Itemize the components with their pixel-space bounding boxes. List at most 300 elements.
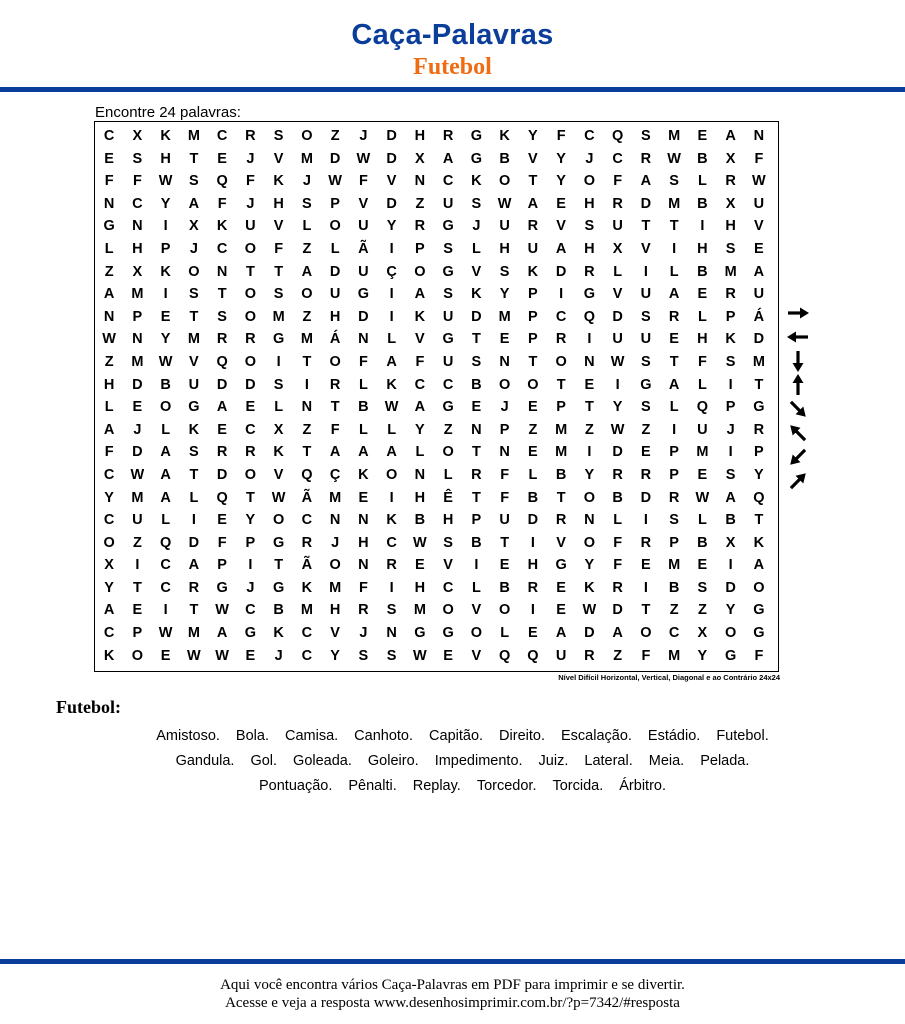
grid-cell[interactable]: O (244, 466, 257, 483)
grid-cell[interactable]: J (133, 421, 142, 438)
grid-cell[interactable]: X (104, 557, 114, 574)
grid-cell[interactable]: E (104, 150, 114, 167)
grid-cell[interactable]: R (442, 128, 454, 144)
grid-cell[interactable]: E (217, 512, 227, 529)
grid-cell[interactable]: O (724, 625, 737, 642)
grid-cell[interactable]: A (442, 150, 454, 167)
grid-cell[interactable]: A (160, 466, 171, 483)
grid-cell[interactable]: R (301, 534, 313, 551)
grid-cell[interactable]: E (160, 308, 171, 325)
grid-cell[interactable]: L (697, 512, 707, 529)
grid-cell[interactable]: I (474, 557, 479, 574)
grid-cell[interactable]: R (216, 444, 228, 461)
grid-cell[interactable]: C (301, 512, 313, 529)
grid-cell[interactable]: Y (160, 331, 171, 348)
grid-cell[interactable]: U (753, 286, 765, 303)
grid-cell[interactable]: R (612, 195, 623, 212)
grid-cell[interactable]: J (359, 128, 368, 144)
grid-cell[interactable]: S (132, 150, 143, 167)
grid-cell[interactable]: P (725, 308, 736, 325)
grid-cell[interactable]: G (442, 625, 454, 642)
grid-cell[interactable]: G (414, 625, 426, 642)
grid-cell[interactable]: C (301, 647, 313, 664)
grid-cell[interactable]: L (471, 240, 481, 257)
grid-cell[interactable]: D (216, 376, 228, 393)
grid-cell[interactable]: R (640, 150, 652, 167)
grid-cell[interactable]: Q (159, 534, 172, 551)
grid-cell[interactable]: J (500, 399, 509, 416)
grid-cell[interactable]: I (643, 579, 648, 596)
grid-cell[interactable]: V (612, 286, 623, 303)
grid-cell[interactable]: I (389, 489, 394, 506)
grid-cell[interactable]: L (669, 399, 679, 416)
grid-cell[interactable]: X (697, 625, 708, 642)
grid-cell[interactable]: C (414, 376, 426, 393)
grid-cell[interactable]: Y (584, 557, 595, 574)
grid-cell[interactable]: Z (641, 421, 651, 438)
grid-cell[interactable]: H (584, 195, 595, 212)
grid-cell[interactable]: A (160, 444, 171, 461)
grid-cell[interactable]: Y (245, 512, 256, 529)
grid-cell[interactable]: L (302, 218, 312, 235)
grid-cell[interactable]: O (329, 218, 341, 235)
grid-cell[interactable]: M (555, 444, 568, 461)
grid-cell[interactable]: Y (725, 602, 736, 619)
grid-cell[interactable]: I (700, 218, 705, 235)
grid-cell[interactable]: X (612, 240, 623, 257)
grid-cell[interactable]: B (160, 376, 171, 393)
grid-cell[interactable]: G (244, 625, 257, 642)
grid-cell[interactable]: T (669, 218, 679, 235)
grid-cell[interactable]: A (103, 286, 115, 303)
grid-cell[interactable]: L (528, 466, 538, 483)
grid-cell[interactable]: N (499, 444, 510, 461)
grid-cell[interactable]: Z (528, 421, 538, 438)
grid-cell[interactable]: V (273, 218, 284, 235)
grid-cell[interactable]: Y (415, 421, 425, 438)
grid-cell[interactable]: X (725, 195, 736, 212)
grid-cell[interactable]: T (556, 376, 566, 393)
grid-cell[interactable]: K (216, 218, 228, 235)
grid-cell[interactable]: E (669, 331, 679, 348)
grid-cell[interactable]: C (245, 421, 256, 438)
grid-cell[interactable]: Y (697, 647, 708, 664)
grid-cell[interactable]: S (189, 173, 199, 190)
grid-cell[interactable]: E (754, 240, 764, 257)
grid-cell[interactable]: H (132, 240, 143, 257)
grid-cell[interactable]: D (386, 195, 397, 212)
grid-cell[interactable]: O (272, 512, 285, 529)
grid-cell[interactable]: V (754, 218, 764, 235)
grid-cell[interactable]: O (498, 173, 511, 190)
grid-cell[interactable]: Z (132, 534, 142, 551)
grid-cell[interactable]: K (584, 579, 595, 596)
grid-cell[interactable]: K (725, 331, 736, 348)
grid-cell[interactable]: A (386, 444, 397, 461)
grid-cell[interactable]: S (641, 399, 651, 416)
grid-cell[interactable]: S (302, 195, 312, 212)
grid-cell[interactable]: E (415, 557, 425, 574)
grid-cell[interactable]: V (556, 534, 566, 551)
grid-cell[interactable]: G (753, 625, 765, 642)
grid-cell[interactable]: S (471, 195, 482, 212)
grid-cell[interactable]: T (245, 489, 255, 506)
grid-cell[interactable]: H (414, 128, 426, 144)
grid-cell[interactable]: F (500, 489, 510, 506)
grid-cell[interactable]: W (610, 421, 625, 438)
grid-cell[interactable]: C (132, 195, 143, 212)
grid-cell[interactable]: M (187, 625, 200, 642)
grid-cell[interactable]: M (413, 602, 426, 619)
grid-cell[interactable]: V (273, 466, 284, 483)
grid-cell[interactable]: X (273, 421, 284, 438)
grid-cell[interactable]: R (414, 218, 426, 235)
grid-cell[interactable]: E (697, 466, 708, 483)
grid-cell[interactable]: S (443, 534, 453, 551)
grid-cell[interactable]: S (584, 218, 595, 235)
grid-cell[interactable]: C (103, 466, 115, 483)
grid-cell[interactable]: N (358, 557, 369, 574)
grid-cell[interactable]: Z (669, 602, 679, 619)
grid-cell[interactable]: M (668, 647, 681, 664)
grid-cell[interactable]: B (725, 512, 736, 529)
grid-cell[interactable]: G (442, 331, 454, 348)
grid-cell[interactable]: E (641, 557, 651, 574)
grid-cell[interactable]: T (189, 466, 199, 483)
grid-cell[interactable]: S (386, 647, 397, 664)
grid-cell[interactable]: I (248, 557, 253, 574)
grid-cell[interactable]: O (753, 579, 765, 596)
grid-cell[interactable]: A (753, 263, 765, 280)
grid-cell[interactable]: G (555, 557, 567, 574)
grid-cell[interactable]: U (358, 218, 369, 235)
grid-cell[interactable]: O (103, 534, 115, 551)
grid-cell[interactable]: W (667, 150, 681, 167)
grid-cell[interactable]: U (640, 286, 652, 303)
grid-cell[interactable]: V (189, 353, 199, 370)
grid-cell[interactable]: Z (330, 128, 340, 144)
grid-cell[interactable]: I (728, 557, 733, 574)
grid-cell[interactable]: W (187, 647, 201, 664)
grid-cell[interactable]: T (669, 353, 679, 370)
grid-cell[interactable]: C (442, 173, 454, 190)
grid-cell[interactable]: Y (160, 195, 171, 212)
grid-cell[interactable]: M (187, 331, 200, 348)
grid-cell[interactable]: D (216, 466, 228, 483)
grid-cell[interactable]: C (442, 579, 454, 596)
grid-cell[interactable]: O (527, 376, 539, 393)
grid-cell[interactable]: S (471, 353, 482, 370)
grid-cell[interactable]: H (414, 489, 426, 506)
grid-cell[interactable]: F (274, 240, 284, 257)
grid-cell[interactable]: C (160, 557, 171, 574)
grid-cell[interactable]: H (725, 218, 736, 235)
grid-cell[interactable]: K (386, 376, 397, 393)
grid-cell[interactable]: A (725, 489, 736, 506)
grid-cell[interactable]: U (358, 263, 369, 280)
grid-cell[interactable]: L (500, 625, 510, 642)
grid-cell[interactable]: J (726, 421, 735, 438)
grid-cell[interactable]: O (244, 286, 257, 303)
grid-cell[interactable]: N (103, 195, 115, 212)
grid-cell[interactable]: W (384, 399, 399, 416)
grid-cell[interactable]: O (329, 353, 341, 370)
grid-cell[interactable]: F (613, 534, 623, 551)
grid-cell[interactable]: V (641, 240, 651, 257)
grid-cell[interactable]: O (442, 444, 454, 461)
grid-cell[interactable]: C (216, 240, 228, 257)
grid-cell[interactable]: I (530, 602, 535, 619)
grid-cell[interactable]: L (104, 240, 114, 257)
grid-cell[interactable]: K (273, 625, 284, 642)
grid-cell[interactable]: W (752, 173, 766, 190)
grid-cell[interactable]: K (499, 128, 510, 144)
grid-cell[interactable]: D (753, 331, 765, 348)
grid-cell[interactable]: K (386, 512, 397, 529)
grid-cell[interactable]: G (216, 579, 228, 596)
grid-cell[interactable]: I (389, 579, 394, 596)
grid-cell[interactable]: O (385, 466, 398, 483)
grid-cell[interactable]: X (189, 218, 199, 235)
grid-cell[interactable]: D (358, 308, 369, 325)
grid-cell[interactable]: F (217, 195, 227, 212)
grid-cell[interactable]: N (358, 512, 369, 529)
grid-cell[interactable]: S (641, 353, 651, 370)
grid-cell[interactable]: Z (443, 421, 453, 438)
grid-cell[interactable]: F (613, 557, 623, 574)
grid-cell[interactable]: Y (499, 286, 510, 303)
grid-cell[interactable]: Á (753, 308, 765, 325)
grid-cell[interactable]: K (273, 444, 284, 461)
grid-cell[interactable]: N (753, 128, 765, 144)
grid-cell[interactable]: K (471, 286, 482, 303)
grid-cell[interactable]: K (753, 534, 765, 551)
grid-cell[interactable]: L (669, 263, 679, 280)
grid-cell[interactable]: H (414, 579, 426, 596)
grid-cell[interactable]: K (471, 173, 482, 190)
grid-cell[interactable]: T (302, 353, 312, 370)
grid-cell[interactable]: J (331, 534, 340, 551)
grid-cell[interactable]: G (272, 534, 285, 551)
grid-cell[interactable]: A (668, 286, 680, 303)
grid-cell[interactable]: R (668, 489, 680, 506)
grid-cell[interactable]: L (415, 444, 425, 461)
grid-cell[interactable]: E (245, 399, 256, 416)
grid-cell[interactable]: J (246, 579, 255, 596)
grid-cell[interactable]: R (329, 376, 341, 393)
grid-cell[interactable]: W (215, 602, 229, 619)
grid-cell[interactable]: O (301, 128, 313, 144)
grid-cell[interactable]: B (668, 579, 680, 596)
grid-cell[interactable]: U (132, 512, 143, 529)
grid-cell[interactable]: P (669, 444, 679, 461)
grid-cell[interactable]: G (640, 376, 652, 393)
grid-cell[interactable]: K (188, 421, 200, 438)
grid-cell[interactable]: I (389, 240, 394, 257)
grid-cell[interactable]: F (754, 647, 764, 664)
grid-cell[interactable]: R (555, 331, 567, 348)
grid-cell[interactable]: R (584, 647, 595, 664)
grid-cell[interactable]: I (615, 376, 620, 393)
grid-cell[interactable]: Z (302, 308, 312, 325)
grid-cell[interactable]: L (471, 579, 481, 596)
grid-cell[interactable]: L (161, 421, 171, 438)
grid-cell[interactable]: P (528, 286, 538, 303)
grid-cell[interactable]: M (724, 263, 737, 280)
grid-cell[interactable]: O (498, 376, 511, 393)
grid-cell[interactable]: G (583, 286, 596, 303)
grid-cell[interactable]: Q (498, 647, 511, 664)
grid-cell[interactable]: D (555, 263, 567, 280)
grid-cell[interactable]: A (188, 195, 200, 212)
grid-cell[interactable]: E (697, 557, 708, 574)
grid-cell[interactable]: J (585, 150, 594, 167)
grid-cell[interactable]: P (330, 195, 340, 212)
grid-cell[interactable]: I (530, 534, 535, 551)
grid-cell[interactable]: D (471, 308, 482, 325)
grid-cell[interactable]: J (246, 150, 255, 167)
grid-cell[interactable]: S (189, 286, 199, 303)
grid-cell[interactable]: D (188, 534, 200, 551)
grid-cell[interactable]: G (724, 647, 737, 664)
grid-cell[interactable]: T (217, 286, 227, 303)
grid-cell[interactable]: T (274, 263, 284, 280)
grid-cell[interactable]: N (358, 331, 369, 348)
grid-cell[interactable]: O (414, 263, 426, 280)
grid-cell[interactable]: L (387, 421, 397, 438)
grid-cell[interactable]: I (587, 331, 592, 348)
grid-cell[interactable]: U (612, 331, 623, 348)
grid-cell[interactable]: J (246, 195, 255, 212)
grid-cell[interactable]: U (499, 512, 510, 529)
grid-cell[interactable]: E (641, 444, 651, 461)
grid-cell[interactable]: G (442, 218, 454, 235)
grid-cell[interactable]: V (556, 218, 566, 235)
grid-cell[interactable]: I (304, 376, 309, 393)
grid-cell[interactable]: X (132, 128, 143, 144)
grid-cell[interactable]: R (527, 579, 539, 596)
grid-cell[interactable]: M (668, 195, 681, 212)
grid-cell[interactable]: N (132, 218, 143, 235)
grid-cell[interactable]: D (132, 444, 143, 461)
grid-cell[interactable]: Y (330, 647, 340, 664)
grid-cell[interactable]: Q (216, 489, 228, 506)
grid-cell[interactable]: I (728, 444, 733, 461)
grid-cell[interactable]: M (300, 331, 313, 348)
grid-cell[interactable]: K (103, 647, 115, 664)
grid-cell[interactable]: F (415, 353, 425, 370)
grid-cell[interactable]: T (556, 489, 566, 506)
grid-cell[interactable]: O (442, 602, 454, 619)
grid-cell[interactable]: N (216, 263, 228, 280)
grid-cell[interactable]: T (471, 489, 481, 506)
grid-cell[interactable]: P (725, 399, 736, 416)
grid-cell[interactable]: C (442, 376, 454, 393)
grid-cell[interactable]: L (697, 376, 707, 393)
grid-cell[interactable]: L (358, 376, 368, 393)
grid-cell[interactable]: C (216, 128, 228, 144)
grid-cell[interactable]: M (131, 286, 144, 303)
grid-cell[interactable]: A (103, 602, 115, 619)
grid-cell[interactable]: T (500, 534, 510, 551)
grid-cell[interactable]: C (103, 128, 115, 144)
grid-cell[interactable]: A (668, 376, 680, 393)
grid-cell[interactable]: W (356, 150, 371, 167)
grid-cell[interactable]: I (587, 444, 592, 461)
grid-cell[interactable]: P (754, 444, 764, 461)
grid-cell[interactable]: M (329, 489, 342, 506)
grid-cell[interactable]: T (330, 399, 340, 416)
grid-cell[interactable]: O (244, 308, 257, 325)
grid-cell[interactable]: N (301, 399, 313, 416)
grid-cell[interactable]: S (499, 263, 510, 280)
grid-cell[interactable]: F (556, 128, 566, 144)
grid-cell[interactable]: F (132, 173, 142, 190)
grid-cell[interactable]: L (613, 512, 623, 529)
grid-cell[interactable]: D (640, 195, 652, 212)
grid-cell[interactable]: X (132, 263, 143, 280)
grid-cell[interactable]: O (583, 489, 596, 506)
grid-cell[interactable]: G (470, 150, 483, 167)
grid-cell[interactable]: W (610, 353, 625, 370)
grid-cell[interactable]: H (442, 512, 454, 529)
grid-cell[interactable]: D (612, 444, 623, 461)
grid-cell[interactable]: P (245, 534, 256, 551)
grid-cell[interactable]: U (612, 218, 623, 235)
grid-cell[interactable]: I (389, 286, 394, 303)
grid-cell[interactable]: G (753, 602, 765, 619)
grid-cell[interactable]: A (612, 625, 623, 642)
grid-cell[interactable]: F (697, 353, 707, 370)
grid-cell[interactable]: E (584, 376, 595, 393)
grid-cell[interactable]: T (754, 512, 764, 529)
grid-cell[interactable]: G (188, 399, 200, 416)
grid-cell[interactable]: B (471, 534, 482, 551)
grid-cell[interactable]: Y (612, 399, 623, 416)
grid-cell[interactable]: U (245, 218, 256, 235)
grid-cell[interactable]: K (301, 579, 313, 596)
grid-cell[interactable]: J (359, 625, 368, 642)
grid-cell[interactable]: R (753, 421, 765, 438)
grid-cell[interactable]: H (329, 308, 341, 325)
grid-cell[interactable]: F (104, 173, 114, 190)
grid-cell[interactable]: R (245, 331, 256, 348)
grid-cell[interactable]: S (641, 128, 651, 144)
grid-cell[interactable]: Z (302, 421, 312, 438)
grid-cell[interactable]: K (414, 308, 426, 325)
grid-cell[interactable]: D (725, 579, 736, 596)
grid-cell[interactable]: V (358, 195, 369, 212)
grid-cell[interactable]: E (471, 399, 482, 416)
grid-cell[interactable]: A (216, 625, 228, 642)
grid-cell[interactable]: L (274, 399, 284, 416)
grid-cell[interactable]: B (527, 489, 539, 506)
grid-cell[interactable]: L (697, 308, 707, 325)
grid-cell[interactable]: I (672, 421, 677, 438)
grid-cell[interactable]: T (584, 399, 594, 416)
grid-cell[interactable]: H (499, 240, 510, 257)
grid-cell[interactable]: Y (104, 579, 114, 596)
grid-cell[interactable]: B (499, 579, 510, 596)
grid-cell[interactable]: V (273, 150, 284, 167)
grid-cell[interactable]: S (189, 444, 199, 461)
grid-cell[interactable]: K (160, 263, 171, 280)
grid-cell[interactable]: O (640, 625, 652, 642)
grid-cell[interactable]: L (697, 173, 707, 190)
grid-cell[interactable]: M (696, 444, 709, 461)
grid-cell[interactable]: O (159, 399, 172, 416)
grid-cell[interactable]: R (555, 512, 567, 529)
